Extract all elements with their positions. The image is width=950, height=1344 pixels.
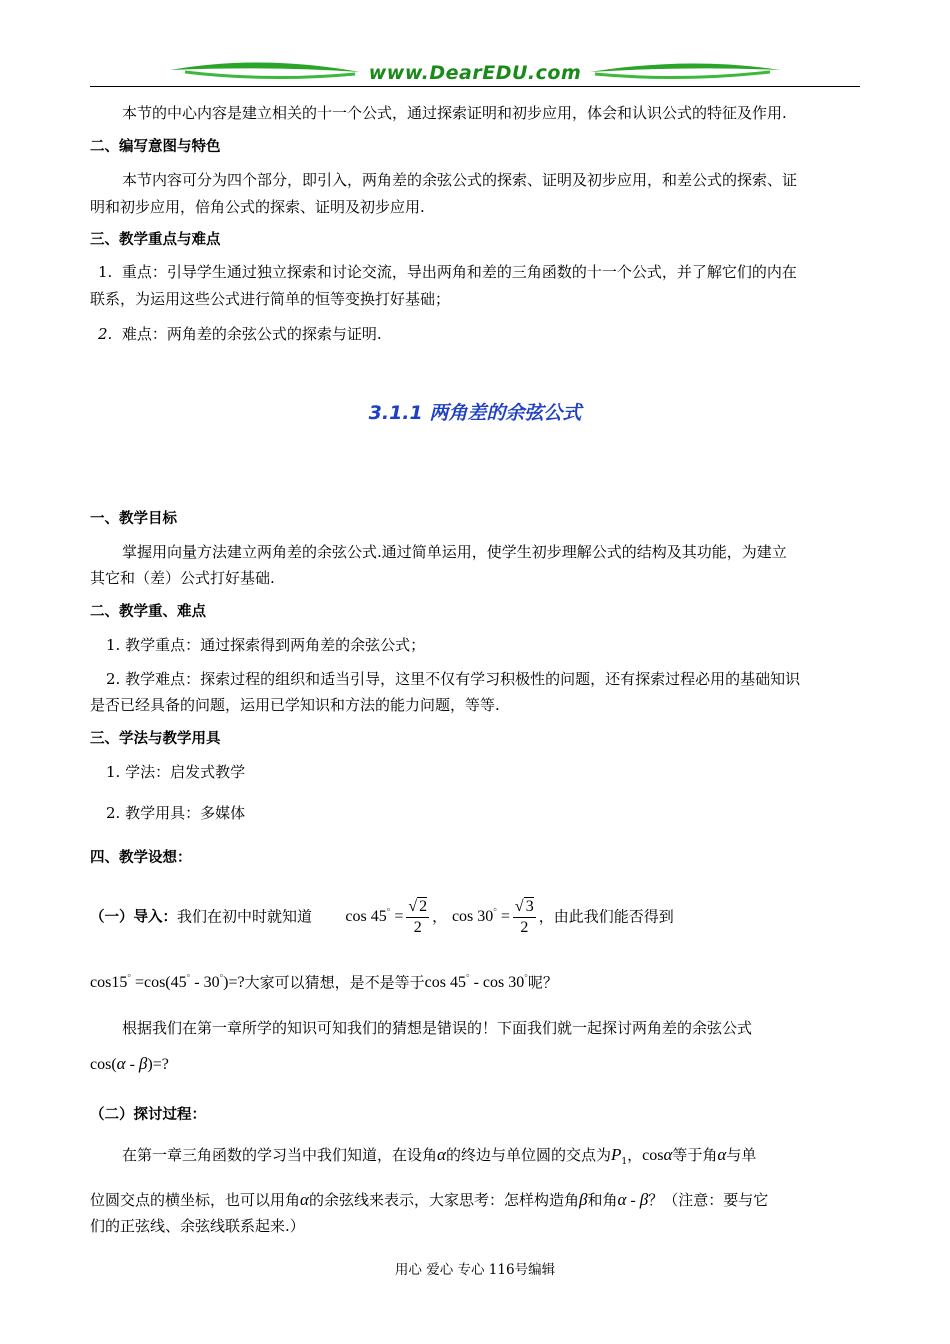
alpha-symbol: α (116, 1054, 126, 1073)
formula-cos-alpha-minus-beta (90, 1052, 860, 1077)
goals-paragraph-b: 其它和（差）公式打好基础. (90, 569, 275, 587)
degree-mark: ° (186, 973, 191, 983)
key-point-2 (90, 322, 868, 346)
heading-teaching-goals: 一、教学目标 (90, 511, 177, 527)
q-end: )=? (147, 1056, 169, 1073)
page-header (90, 58, 860, 88)
key-point-1b: 联系，为运用这些公式进行简单的恒等变换打好基础； (90, 290, 451, 308)
guess-text: 大家可以猜想，是不是等于 (244, 973, 425, 992)
cos-symbol: cos (642, 1147, 664, 1164)
fraction-numerator: 3 (525, 898, 534, 916)
beta-symbol: β (578, 1190, 588, 1209)
explore-text-8: 和角 (587, 1191, 618, 1209)
tools-item: 2. 教学用具：多媒体 (106, 804, 246, 822)
formula-cos30 (451, 898, 539, 937)
beta-symbol: β (639, 1190, 649, 1209)
fraction-denominator: 2 (413, 919, 422, 937)
header-logo: www.DearEDU.com (368, 62, 582, 84)
formula-difference-guess (425, 974, 528, 991)
alpha-symbol: α (663, 1145, 673, 1164)
formula-cos45-lhs: cos 45 (345, 908, 387, 926)
guess-cos30: - cos 30 (469, 974, 525, 992)
exploration-line-3: 们的正弦线、余弦线联系起来.） (90, 1217, 305, 1235)
guess-cos45: cos 45 (424, 974, 466, 992)
fraction-sqrt3-over-2: $\frac{√ 3}{2}$ (514, 898, 534, 937)
fraction-numerator: 2 (419, 898, 428, 916)
heading-writing-intent: 二、编写意图与特色 (90, 139, 221, 155)
q-minus: - (125, 1056, 139, 1073)
lead-in-line (90, 890, 860, 940)
conclusion-paragraph: 根据我们在第一章所学的知识可知我们的猜想是错误的！下面我们就一起探讨两角差的余弦公式 (122, 1019, 753, 1037)
key-point-2-text: 难点：两角差的余弦公式的探索与证明. (121, 325, 382, 343)
heading-key-difficult: 二、教学重、难点 (90, 604, 206, 620)
degree-mark: ° (524, 973, 528, 983)
heading-method-tools: 三、学法与教学用具 (90, 731, 221, 747)
heading-exploration: （二）探讨过程： (90, 1107, 206, 1123)
degree-mark: ° (493, 907, 497, 917)
explore-text-7: 的余弦线来表示，大家思考：怎样构造角 (308, 1191, 579, 1209)
equals-sign: = (394, 908, 404, 926)
heading-key-points: 三、教学重点与难点 (90, 232, 221, 248)
section-title: 3.1.1 两角差的余弦公式 (368, 402, 582, 424)
alpha-symbol: α (300, 1190, 309, 1209)
key-point-1-text: 重点：引导学生通过独立探索和讨论交流，导出两角和差的三角函数的十一个公式，并了解它们的内在 (121, 263, 797, 281)
degree-mark: ° (219, 973, 224, 983)
lead-in-text-2: ，由此我们能否得到 (538, 907, 674, 926)
point-p1: P (610, 1145, 622, 1164)
page-footer: 用心 爱心 专心 116号编辑 (394, 1262, 556, 1278)
intro-paragraph-2a: 本节内容可分为四个部分，即引入，两角差的余弦公式的探索、证明及初步应用，和差公式的探索、证 (122, 171, 798, 189)
minus-sign: - (626, 1192, 640, 1209)
cos15-end: )=? (223, 974, 245, 992)
teaching-key-point: 1. 教学重点：通过探索得到两角差的余弦公式； (106, 636, 426, 654)
explore-text-5: 与单 (726, 1146, 757, 1164)
guess-line (90, 966, 860, 995)
guess-end: 呢？ (527, 973, 558, 992)
exploration-line-2 (90, 1188, 860, 1213)
comma: ， (432, 907, 448, 926)
lead-in-text-1: 我们在初中时就知道 (177, 907, 313, 926)
fraction-denominator: 2 (520, 919, 529, 937)
explore-comma: ， (627, 1146, 643, 1164)
formula-cos45 (345, 898, 432, 937)
q-start: cos( (90, 1056, 117, 1073)
alpha-symbol: α (717, 1145, 727, 1164)
exploration-line-1 (90, 1138, 892, 1179)
degree-mark: ° (465, 973, 470, 983)
cos15-minus: - 30 (190, 974, 220, 992)
method-item: 1. 学法：启发式教学 (106, 763, 246, 781)
explore-text-9: ？（注意：要与它 (648, 1191, 769, 1209)
heading-teaching-plan: 四、教学设想： (90, 850, 192, 866)
cos15-lhs: cos15 (90, 974, 128, 992)
intro-paragraph: 本节的中心内容是建立相关的十一个公式，通过探索证明和初步应用，体会和认识公式的特征及作用. (122, 104, 787, 122)
degree-mark: ° (386, 907, 391, 917)
degree-mark: ° (127, 973, 131, 983)
alpha-symbol: α (617, 1190, 627, 1209)
alpha-symbol: α (437, 1145, 446, 1164)
lead-in-label: （一）导入： (90, 909, 177, 926)
fraction-sqrt2-over-2: $\frac{√ 2}{2}$ (408, 898, 428, 937)
explore-text-6: 位圆交点的横坐标，也可以用角 (90, 1191, 301, 1209)
goals-paragraph-a: 掌握用向量方法建立两角差的余弦公式.通过简单运用，使学生初步理解公式的结构及其功能，为建立 (122, 543, 787, 561)
key-point-2-number: 2. (98, 325, 113, 343)
teaching-difficulty-b: 是否已经具备的问题，运用已学知识和方法的能力问题，等等. (90, 696, 500, 714)
explore-text-2: 的终边与单位圆的交点为 (445, 1146, 611, 1164)
key-point-1-number: 1. (98, 263, 113, 281)
intro-paragraph-2b: 明和初步应用，倍角公式的探索、证明及初步应用. (90, 198, 425, 216)
explore-text-1: 在第一章三角函数的学习当中我们知道，在设角 (122, 1146, 438, 1164)
teaching-difficulty-a: 2. 教学难点：探索过程的组织和适当引导，这里不仅有学习积极性的问题，还有探索过程必用的基础知识 (106, 670, 801, 688)
explore-text-4: 等于角 (672, 1146, 718, 1164)
point-p1-subscript: 1 (621, 1157, 628, 1167)
beta-symbol: β (138, 1054, 148, 1073)
formula-cos15 (90, 974, 245, 991)
equals-sign: = (500, 908, 510, 926)
formula-cos30-lhs: cos 30 (451, 908, 494, 926)
cos15-mid: =cos(45 (134, 974, 187, 992)
key-point-1a (90, 260, 868, 284)
header-rule (90, 86, 860, 87)
